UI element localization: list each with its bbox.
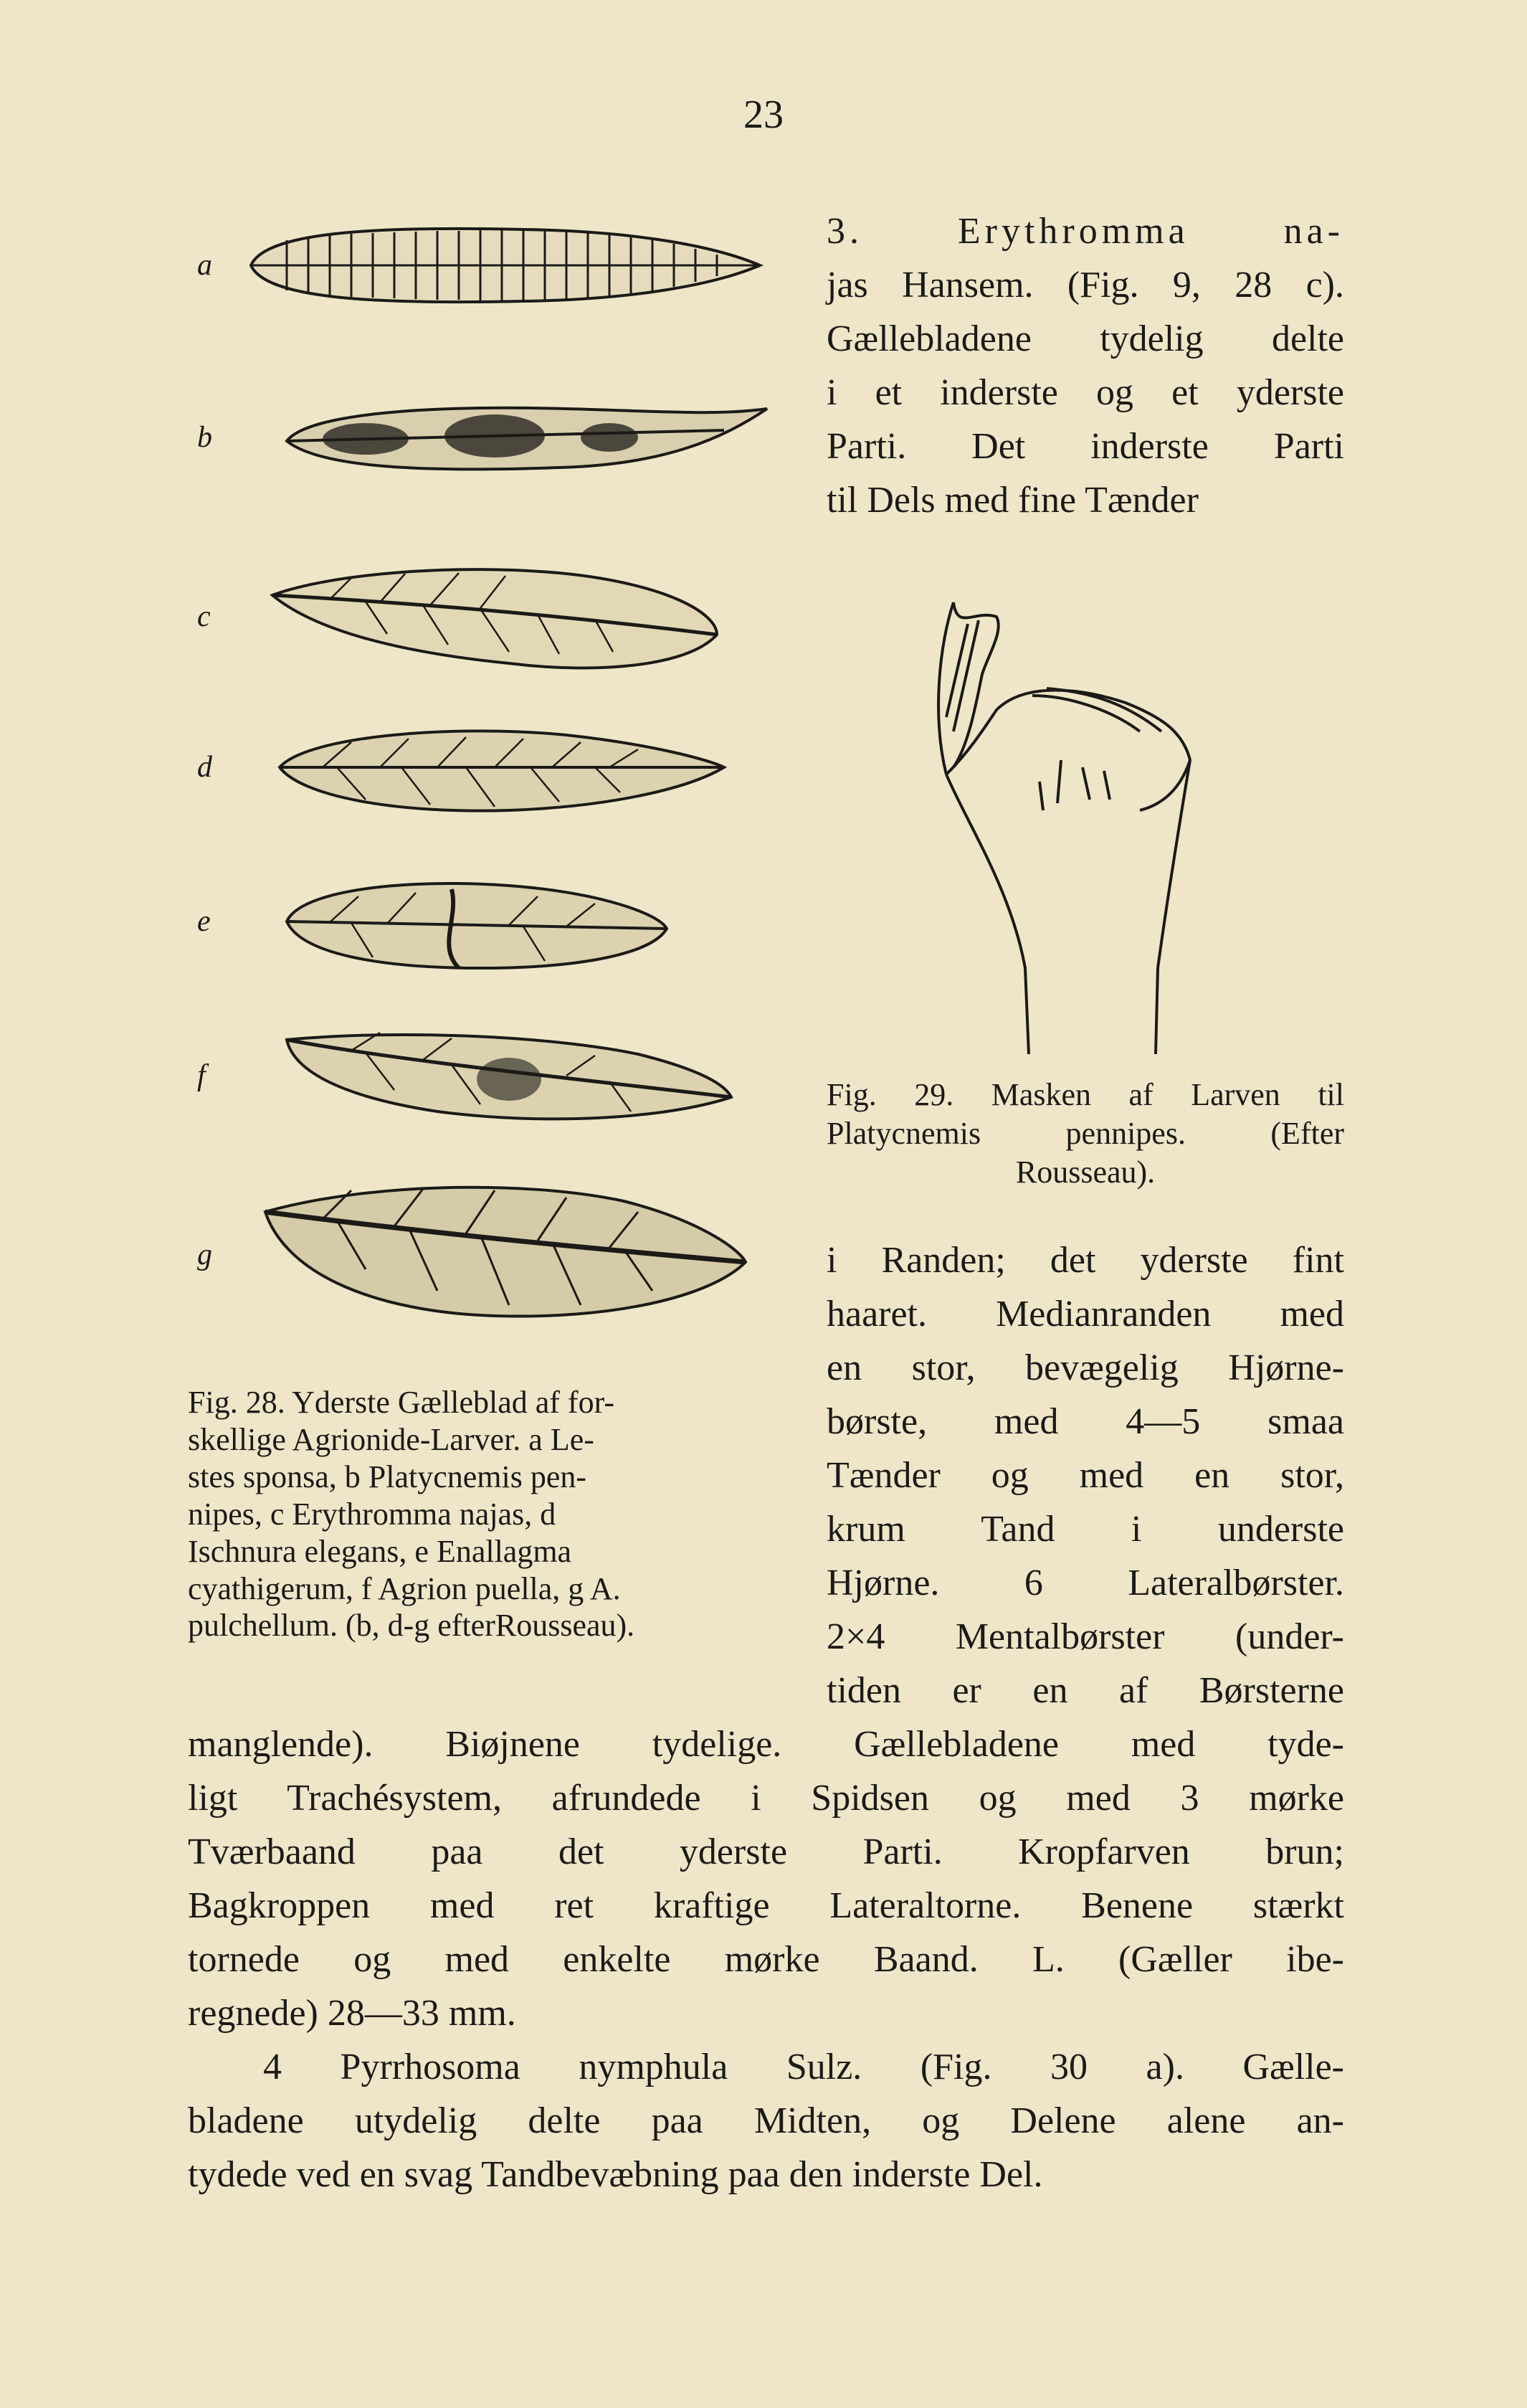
gill-leaf-g-illustration [222,1169,774,1341]
text-line: Tværbaand paa det yderste Parti. Kropfarven brun; [188,1831,1344,1872]
leaf-letter-f: f [197,1059,206,1092]
text-line: en stor, bevægelig Hjørne- [827,1347,1344,1388]
leaf-e [179,861,774,982]
figure-28 [179,215,774,1362]
leaf-c [179,545,774,688]
text-line: ligt Trachésystem, afrundede i Spidsen og med 3 mørke [188,1778,1344,1819]
text-line: 3. Erythromma na- [827,211,1344,252]
species-3-paragraph [827,204,1344,527]
text-line: børste, med 4—5 smaa [827,1401,1344,1442]
text-line: jas Hansem. (Fig. 9, 28 c). [827,265,1344,305]
leaf-letter-b: b [197,421,212,454]
caption-line: Platycnemis pennipes. (Efter [827,1116,1344,1151]
gill-leaf-f-illustration [222,1011,774,1140]
leaf-letter-d: d [197,751,212,784]
leaf-letter-e: e [197,905,211,938]
gill-leaf-e-illustration [222,861,774,982]
figure-29-caption [827,1076,1344,1192]
text-line: i Randen; det yderste fint [827,1240,1344,1281]
gill-leaf-a-illustration [222,215,774,316]
caption-line: Fig. 29. Masken af Larven til [827,1077,1344,1112]
text-line: Parti. Det inderste Parti [827,426,1344,467]
text-line: tiden er en af Børsterne [827,1670,1344,1711]
leaf-letter-a: a [197,249,212,282]
caption-line: stes sponsa, b Platycnemis pen- [188,1459,587,1494]
full-width-text [188,1717,1344,2201]
leaf-letter-c: c [197,600,211,633]
figure-28-caption [188,1384,776,1644]
leaf-g [179,1169,774,1341]
gill-leaf-d-illustration [222,710,774,825]
text-line: til Dels med fine Tænder [827,480,1199,521]
caption-line: Ischnura elegans, e Enallagma [188,1533,572,1569]
text-line: krum Tand i underste [827,1509,1344,1550]
text-line: regnede) 28—33 mm. [188,1993,516,2034]
text-line: Tænder og med en stor, [827,1455,1344,1496]
gill-leaf-b-illustration [222,387,774,488]
text-line: Hjørne. 6 Lateralbørster. [827,1563,1344,1603]
text-line: 2×4 Mentalbørster (under- [827,1616,1344,1657]
text-line: manglende). Biøjnene tydelige. Gællebladene med tyde- [188,1724,1344,1765]
caption-line: pulchellum. (b, d-g efterRousseau). [188,1608,635,1644]
text-line: Gællebladene tydelig delte [827,318,1344,359]
gill-leaf-c-illustration [222,545,774,688]
text-line: tydede ved en svag Tandbevæbning paa den inderste Del. [188,2154,1043,2195]
text-line: i et inderste og et yderste [827,372,1344,413]
text-line: bladene utydelig delte paa Midten, og Delene alene an- [188,2100,1344,2141]
leaf-f [179,1011,774,1140]
caption-line: Rousseau). [1015,1155,1156,1190]
leaf-b [179,387,774,488]
species-4-heading-line: 4 Pyrrhosoma nymphula Sulz. (Fig. 30 a). Gælle- [263,2047,1344,2087]
figure-29-larva-mask-illustration [925,588,1247,1054]
leaf-a [179,215,774,316]
leaf-letter-g: g [197,1238,212,1271]
page-number: 23 [743,93,784,137]
leaf-d [179,710,774,825]
continuation-paragraph [827,1233,1344,1717]
text-line: tornede og med enkelte mørke Baand. L. (Gæller ibe- [188,1939,1344,1980]
caption-line: nipes, c Erythromma najas, d [188,1496,556,1532]
text-line: haaret. Medianranden med [827,1294,1344,1335]
caption-line: Fig. 28. Yderste Gælleblad af for- [188,1385,615,1420]
caption-line: skellige Agrionide-Larver. a Le- [188,1421,594,1457]
text-line: Bagkroppen med ret kraftige Lateraltorne. Benene stærkt [188,1885,1344,1926]
caption-line: cyathigerum, f Agrion puella, g A. [188,1570,621,1606]
